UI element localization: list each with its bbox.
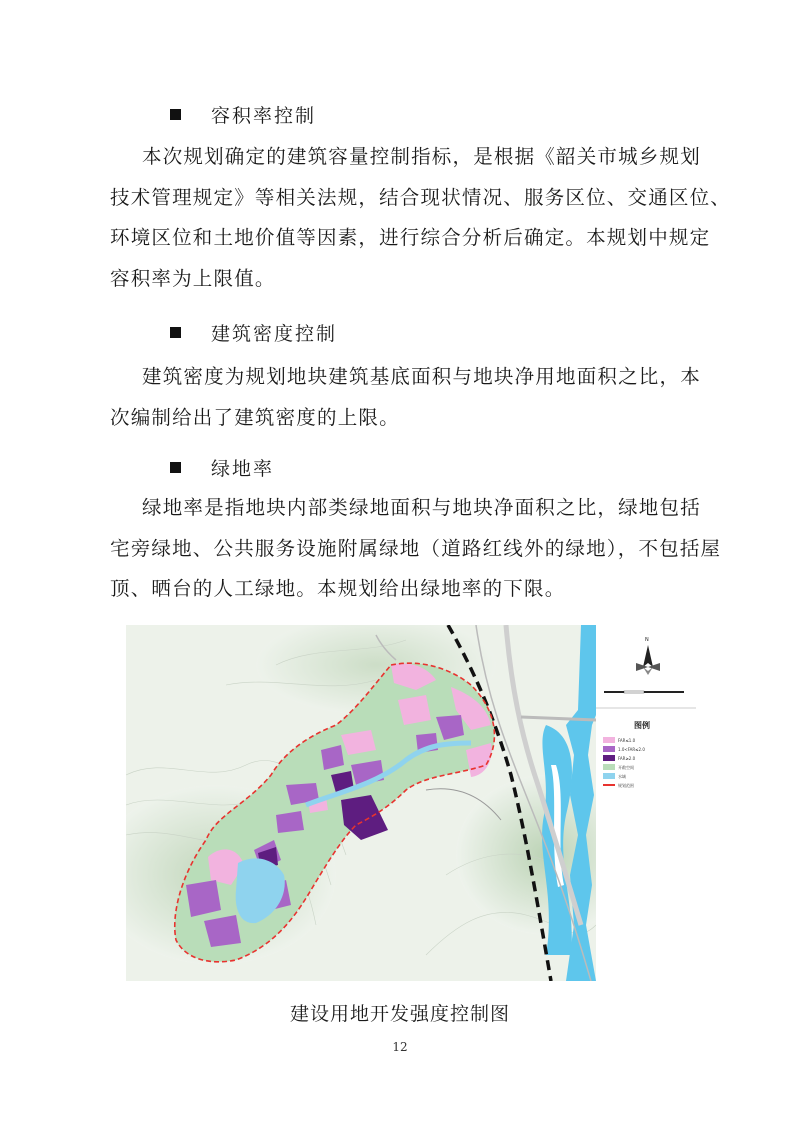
legend-label: FAR≤1.0 <box>618 738 636 743</box>
legend-title: 图例 <box>634 721 650 730</box>
paragraph-density <box>110 357 725 438</box>
text-line: 技术管理规定》等相关法规，结合现状情况、服务区位、交通区位、 <box>110 185 732 209</box>
map-svg <box>126 625 696 981</box>
legend-panel <box>596 625 696 981</box>
section-heading-density <box>170 319 337 346</box>
heading-text: 建筑密度控制 <box>211 323 338 345</box>
section-heading-green <box>170 454 274 481</box>
heading-text: 绿地率 <box>211 458 275 480</box>
paragraph-green <box>110 488 725 610</box>
legend-label: 1.0<FAR≤2.0 <box>618 747 645 752</box>
text-line: 容积率为上限值。 <box>110 266 276 290</box>
heading-text: 容积率控制 <box>211 105 317 127</box>
text-line: 环境区位和土地价值等因素，进行综合分析后确定。本规划中规定 <box>110 226 711 249</box>
legend-label: 水域 <box>618 774 626 779</box>
legend-swatch <box>603 737 615 743</box>
legend-swatch <box>603 764 615 770</box>
legend-swatch <box>603 746 615 752</box>
legend-label: FAR≥2.0 <box>618 756 636 761</box>
page-number: 12 <box>392 1040 408 1054</box>
section-heading-far <box>170 101 316 128</box>
legend-swatch <box>603 784 615 786</box>
north-label: N <box>645 637 649 643</box>
figure-caption: 建设用地开发强度控制图 <box>289 1003 510 1025</box>
text-line: 次编制给出了建筑密度的上限。 <box>110 405 400 429</box>
legend-swatch <box>603 773 615 779</box>
text-line: 宅旁绿地、公共服务设施附属绿地（道路红线外的绿地），不包括屋 <box>110 536 722 560</box>
scale-bar <box>604 691 684 693</box>
text-line: 顶、晒台的人工绿地。本规划给出绿地率的下限。 <box>110 577 566 600</box>
legend-label: 开敞空间 <box>618 765 634 770</box>
legend-label: 规划范围 <box>618 783 634 788</box>
development-intensity-map <box>126 625 696 981</box>
text-line: 本次规划确定的建筑容量控制指标，是根据《韶关市城乡规划 <box>142 145 701 168</box>
legend-swatch <box>603 755 615 761</box>
text-line: 绿地率是指地块内部类绿地面积与地块净面积之比，绿地包括 <box>142 496 701 519</box>
square-bullet-icon <box>170 109 181 120</box>
square-bullet-icon <box>170 462 181 473</box>
text-line: 建筑密度为规划地块建筑基底面积与地块净用地面积之比，本 <box>142 365 701 388</box>
paragraph-far <box>110 137 732 299</box>
square-bullet-icon <box>170 327 181 338</box>
